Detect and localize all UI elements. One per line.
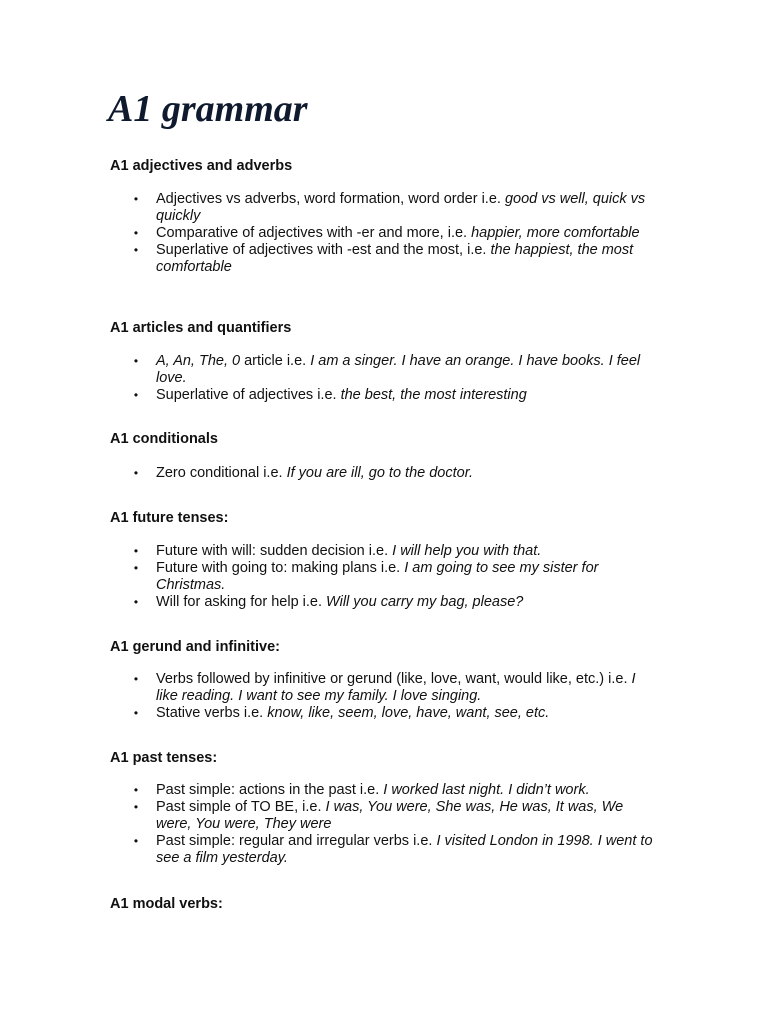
bullet-icon: • xyxy=(133,595,139,609)
item-example: I will help you with that. xyxy=(392,543,542,559)
item-text: Zero conditional i.e. xyxy=(156,465,287,481)
bullet-icon: • xyxy=(133,706,139,720)
item-text: Past simple: regular and irregular verbs i.e. xyxy=(156,833,437,849)
item-example: I am a singer. I have an orange. I have books. I feel love. xyxy=(156,353,641,386)
item-lead: A, An, The, 0 xyxy=(156,353,241,369)
bullet-icon: • xyxy=(133,834,139,848)
item-example: know, like, seem, love, have, want, see, etc. xyxy=(267,705,550,721)
bullet-icon: • xyxy=(133,226,139,240)
bullet-icon: • xyxy=(133,561,139,575)
list-item xyxy=(0,191,656,225)
page-title: A1 grammar xyxy=(108,88,308,130)
bullet-list-past-tenses xyxy=(0,782,768,867)
section-heading-past-tenses: A1 past tenses: xyxy=(110,750,218,766)
item-text: Verbs followed by infinitive or gerund (like, love, want, would like, etc.) i.e. xyxy=(156,671,632,687)
item-text: Adjectives vs adverbs, word formation, word order i.e. xyxy=(156,191,505,207)
item-text: Stative verbs i.e. xyxy=(156,705,268,721)
list-item xyxy=(0,671,656,705)
list-item xyxy=(0,387,656,404)
bullet-icon: • xyxy=(133,388,139,402)
bullet-list-future-tenses xyxy=(0,543,768,611)
list-item xyxy=(0,782,656,799)
bullet-icon: • xyxy=(133,800,139,814)
bullet-list-adjectives-adverbs xyxy=(0,191,768,276)
list-item xyxy=(0,594,656,611)
item-example: the best, the most interesting xyxy=(340,387,527,403)
section-heading-conditionals: A1 conditionals xyxy=(110,431,218,447)
list-item xyxy=(0,353,656,387)
bullet-icon: • xyxy=(133,243,139,257)
item-example: If you are ill, go to the doctor. xyxy=(286,465,474,481)
item-text: article i.e. xyxy=(240,353,311,369)
bullet-icon: • xyxy=(133,192,139,206)
item-text: Superlative of adjectives with -est and the most, i.e. xyxy=(156,242,491,258)
item-example: I was, You were, She was, He was, It was, We were, You were, They were xyxy=(156,799,624,832)
item-text: Will for asking for help i.e. xyxy=(156,594,327,610)
bullet-list-gerund-infinitive xyxy=(0,671,768,722)
section-heading-articles-quantifiers: A1 articles and quantifiers xyxy=(110,320,292,336)
section-heading-future-tenses: A1 future tenses: xyxy=(110,510,229,526)
bullet-icon: • xyxy=(133,672,139,686)
item-example: Will you carry my bag, please? xyxy=(326,594,524,610)
bullet-icon: • xyxy=(133,544,139,558)
section-heading-modal-verbs: A1 modal verbs: xyxy=(110,896,223,912)
list-item xyxy=(0,799,656,833)
bullet-icon: • xyxy=(133,466,139,480)
list-item xyxy=(0,465,656,482)
item-example: the happiest, the most comfortable xyxy=(156,242,634,275)
item-example: I worked last night. I didn’t work. xyxy=(383,782,590,798)
item-text: Superlative of adjectives i.e. xyxy=(156,387,341,403)
section-heading-gerund-infinitive: A1 gerund and infinitive: xyxy=(110,639,280,655)
bullet-icon: • xyxy=(133,783,139,797)
bullet-icon: • xyxy=(133,354,139,368)
item-text: Past simple: actions in the past i.e. xyxy=(156,782,384,798)
list-item xyxy=(0,242,656,276)
item-example: good vs well, quick vs quickly xyxy=(156,191,646,224)
item-text: Future with going to: making plans i.e. xyxy=(156,560,405,576)
list-item xyxy=(0,833,656,867)
list-item xyxy=(0,543,656,560)
bullet-list-articles-quantifiers xyxy=(0,353,768,404)
item-example: I like reading. I want to see my family. I love singing. xyxy=(156,671,636,704)
item-example: happier, more comfortable xyxy=(471,225,640,241)
list-item xyxy=(0,225,656,242)
item-example: I am going to see my sister for Christmas. xyxy=(156,560,599,593)
item-example: I visited London in 1998. I went to see a film yesterday. xyxy=(156,833,653,866)
item-text: Comparative of adjectives with -er and more, i.e. xyxy=(156,225,472,241)
list-item xyxy=(0,705,656,722)
item-text: Future with will: sudden decision i.e. xyxy=(156,543,393,559)
list-item xyxy=(0,560,656,594)
bullet-list-conditionals xyxy=(0,465,768,482)
section-heading-adjectives-adverbs: A1 adjectives and adverbs xyxy=(110,158,293,174)
item-text: Past simple of TO BE, i.e. xyxy=(156,799,326,815)
